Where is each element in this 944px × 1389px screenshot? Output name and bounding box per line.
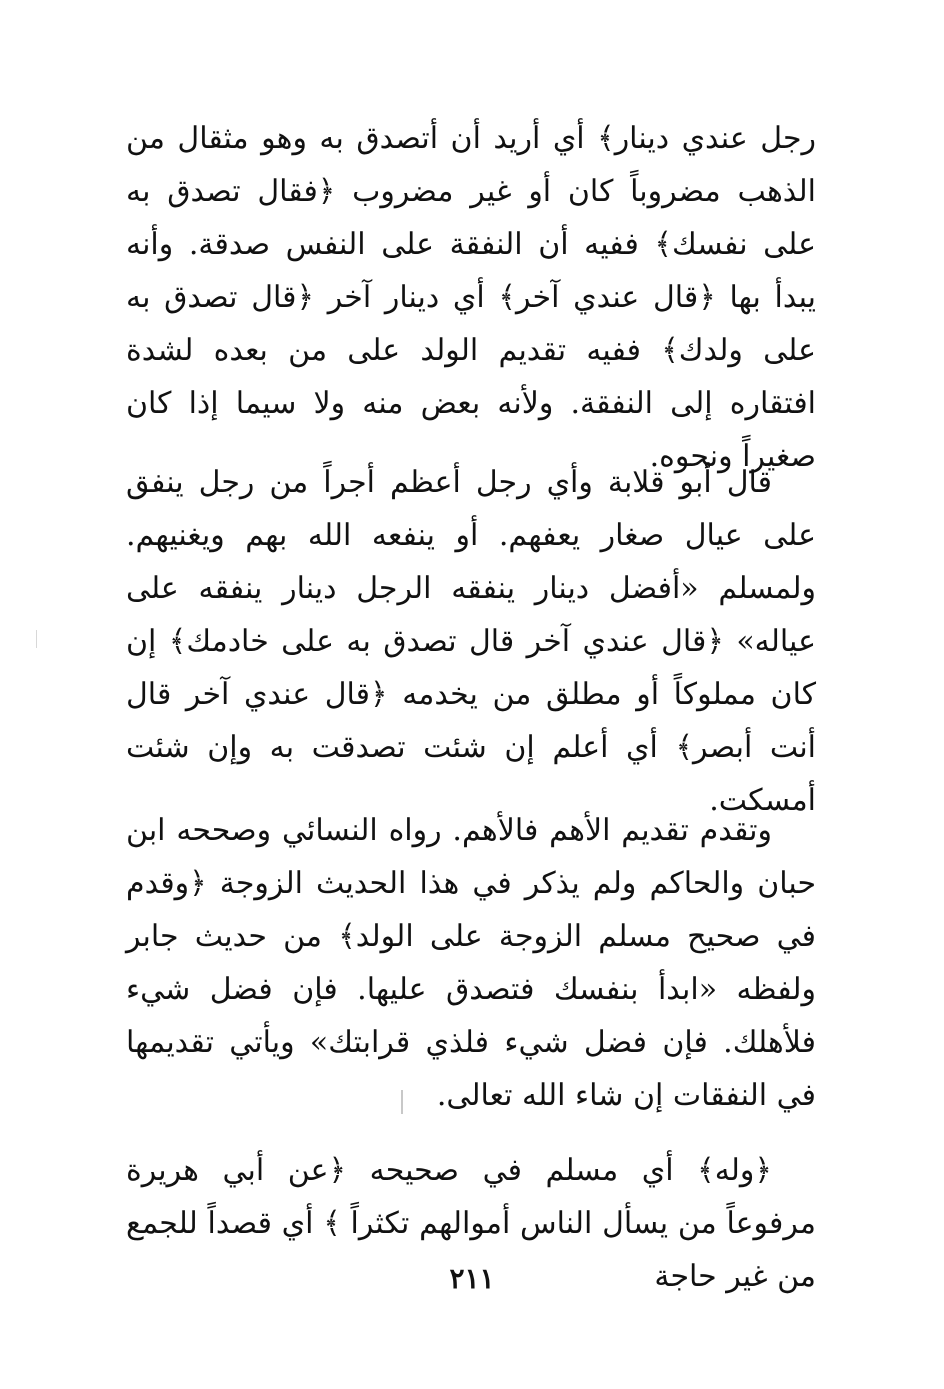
paragraph-text: ﴿وله﴾ أي مسلم في صحيحه ﴿عن أبي هريرة مرفوعاً من يسأل الناس أموالهم تكثراً ﴾ أي قصداً للجمع من غير حاجة bbox=[126, 1153, 816, 1294]
scan-mark bbox=[401, 1090, 403, 1114]
paragraph-text: رجل عندي دينار﴾ أي أريد أن أتصدق به وهو مثقال من الذهب مضروباً كان أو غير مضروب ﴿فقال تصدق به على نفسك﴾ ففيه أن النفقة على النفس صدقة. وأنه يبدأ بها ﴿قال عندي آخر﴾ أي دينار آخر ﴿قال تصدق به على ولدك﴾ ففيه تقديم الولد على من بعده لشدة افتقاره إلى النفقة. ولأنه بعض منه ولا سيما إذا كان صغيراً ونحوه. bbox=[126, 121, 816, 474]
scan-mark bbox=[36, 630, 37, 648]
page-number: ٢١١ bbox=[449, 1262, 495, 1295]
paragraph-text: وتقدم تقديم الأهم فالأهم. رواه النسائي وصححه ابن حبان والحاكم ولم يذكر في هذا الحديث الزوجة ﴿وقدم في صحيح مسلم الزوجة على الولد﴾ من حديث جابر ولفظه «ابدأ بنفسك فتصدق عليها. فإن فضل شيء فلأهلك. فإن فضل شيء فلذي قرابتك» ويأتي تقديمها في النفقات إن شاء الله تعالى. bbox=[126, 813, 816, 1113]
paragraph-text: قال أبو قلابة وأي رجل أعظم أجراً من رجل ينفق على عيال صغار يعفهم. أو ينفعه الله بهم ويغنيهم. ولمسلم «أفضل دينار ينفقه الرجل دينار ينفقه على عياله» ﴿قال عندي آخر قال تصدق به على خادمك﴾ إن كان مملوكاً أو مطلق من يخدمه ﴿قال عندي آخر قال أنت أبصر﴾ أي أعلم إن شئت تصدقت به وإن شئت أمسكت. bbox=[126, 465, 816, 818]
paragraph-1 bbox=[126, 112, 816, 483]
paragraph-3 bbox=[126, 804, 816, 1122]
paragraph-2 bbox=[126, 456, 816, 827]
